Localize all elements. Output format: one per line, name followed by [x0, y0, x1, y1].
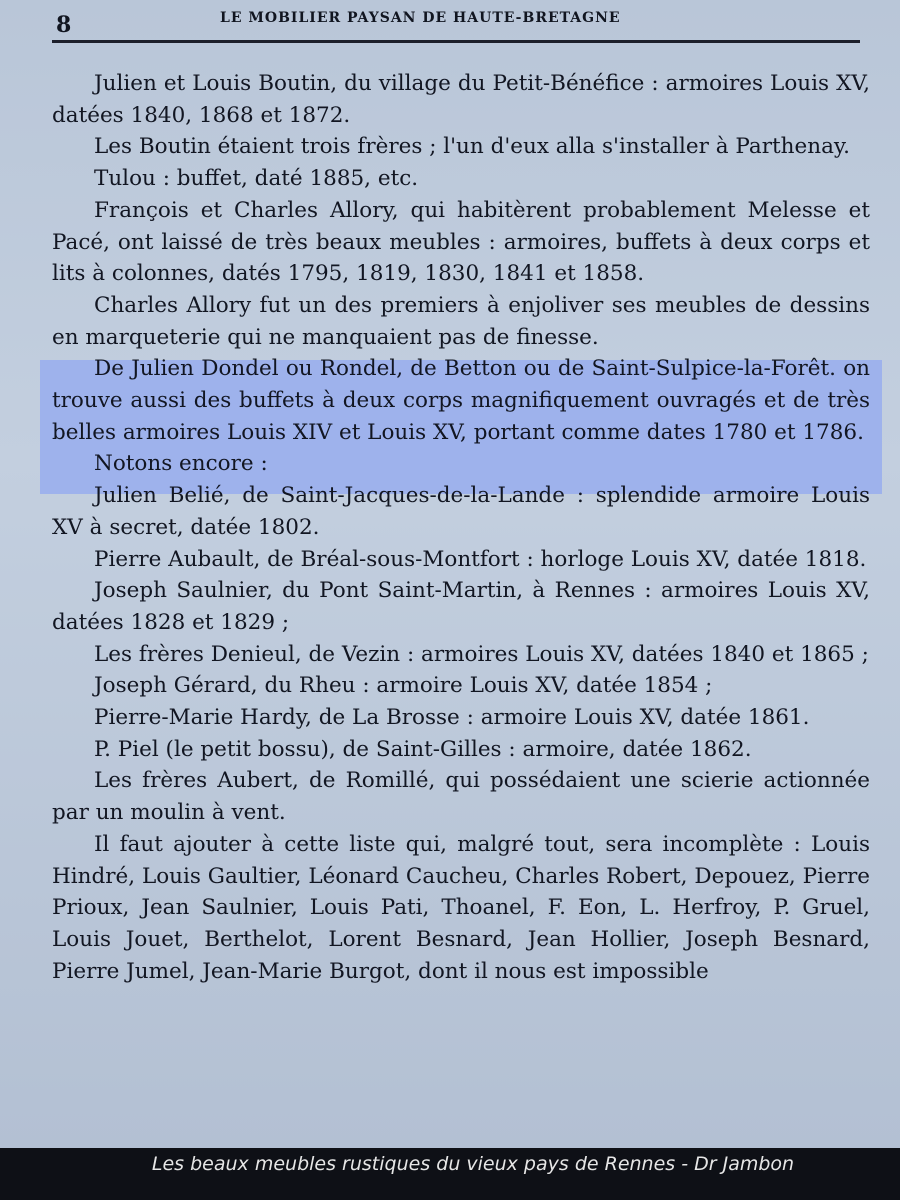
running-title: LE MOBILIER PAYSAN DE HAUTE-BRETAGNE [220, 10, 621, 26]
paragraph-allory: François et Charles Allory, qui habitèrent probablement Melesse et Pacé, ont laissé de très beaux meubles : armoires, buffets à deux corps et lits à colonnes, datés 1795, 1819, 1830, 1841 et 1858. [52, 197, 870, 287]
paragraph-gerard: Joseph Gérard, du Rheu : armoire Louis XV, datée 1854 ; [94, 673, 713, 699]
paragraph-aubert: Les frères Aubert, de Romillé, qui possédaient une scierie actionnée par un moulin à vent. [52, 768, 870, 826]
paragraph-boutin: Julien et Louis Boutin, du village du Petit-Bénéfice : armoires Louis XV, datées 1840, 1868 et 1872. [52, 71, 870, 128]
paragraph-saulnier: Joseph Saulnier, du Pont Saint-Martin, à Rennes : armoires Louis XV, datées 1828 et 1829 ; [52, 578, 870, 635]
paragraph-belie: Julien Belié, de Saint-Jacques-de-la-Lande : splendide armoire Louis XV à secret, datée 1802. [52, 483, 870, 540]
paragraph-notons: Notons encore : [94, 451, 268, 477]
page-body [52, 68, 870, 987]
paragraph-list-names: Il faut ajouter à cette liste qui, malgré tout, sera incomplète : Louis Hindré, Louis Gaultier, Léonard Caucheu, Charles Robert, Depouez, Pierre Prioux, Jean Saulnier, Louis Pati, Thoanel, F. Eon, L. Herfroy, P. Gruel, Louis Jouet, Berthelot, Lorent Besnard, Jean Hollier, Joseph Besnard, Pierre Jumel, Jean-Marie Burgot, dont il nous est impossible [52, 831, 870, 984]
paragraph-denieul: Les frères Denieul, de Vezin : armoires Louis XV, datées 1840 et 1865 ; [94, 641, 869, 667]
photo-caption: Les beaux meubles rustiques du vieux pays de Rennes - Dr Jambon [151, 1153, 795, 1175]
paragraph-boutin-brothers: Les Boutin étaient trois frères ; l'un d'eux alla s'installer à Parthenay. [94, 134, 851, 160]
paragraph-dondel-highlighted: De Julien Dondel ou Rondel, de Betton ou de Saint-Sulpice-la-Forêt. on trouve aussi des buffets à deux corps magnifiquement ouvragés et de très belles armoires Louis XIV et Louis XV, portant comme dates 1780 et 1786. [52, 356, 870, 445]
page-number: 8 [56, 12, 72, 38]
running-head [52, 8, 860, 43]
paragraph-piel: P. Piel (le petit bossu), de Saint-Gilles : armoire, datée 1862. [94, 736, 752, 762]
paragraph-hardy: Pierre-Marie Hardy, de La Brosse : armoire Louis XV, datée 1861. [94, 705, 810, 731]
paragraph-tulou: Tulou : buffet, daté 1885, etc. [94, 166, 419, 192]
paragraph-aubault: Pierre Aubault, de Bréal-sous-Montfort : horloge Louis XV, datée 1818. [94, 546, 867, 572]
paragraph-allory-marquetry: Charles Allory fut un des premiers à enjoliver ses meubles de dessins en marqueterie qui ne manquaient pas de finesse. [52, 292, 870, 350]
